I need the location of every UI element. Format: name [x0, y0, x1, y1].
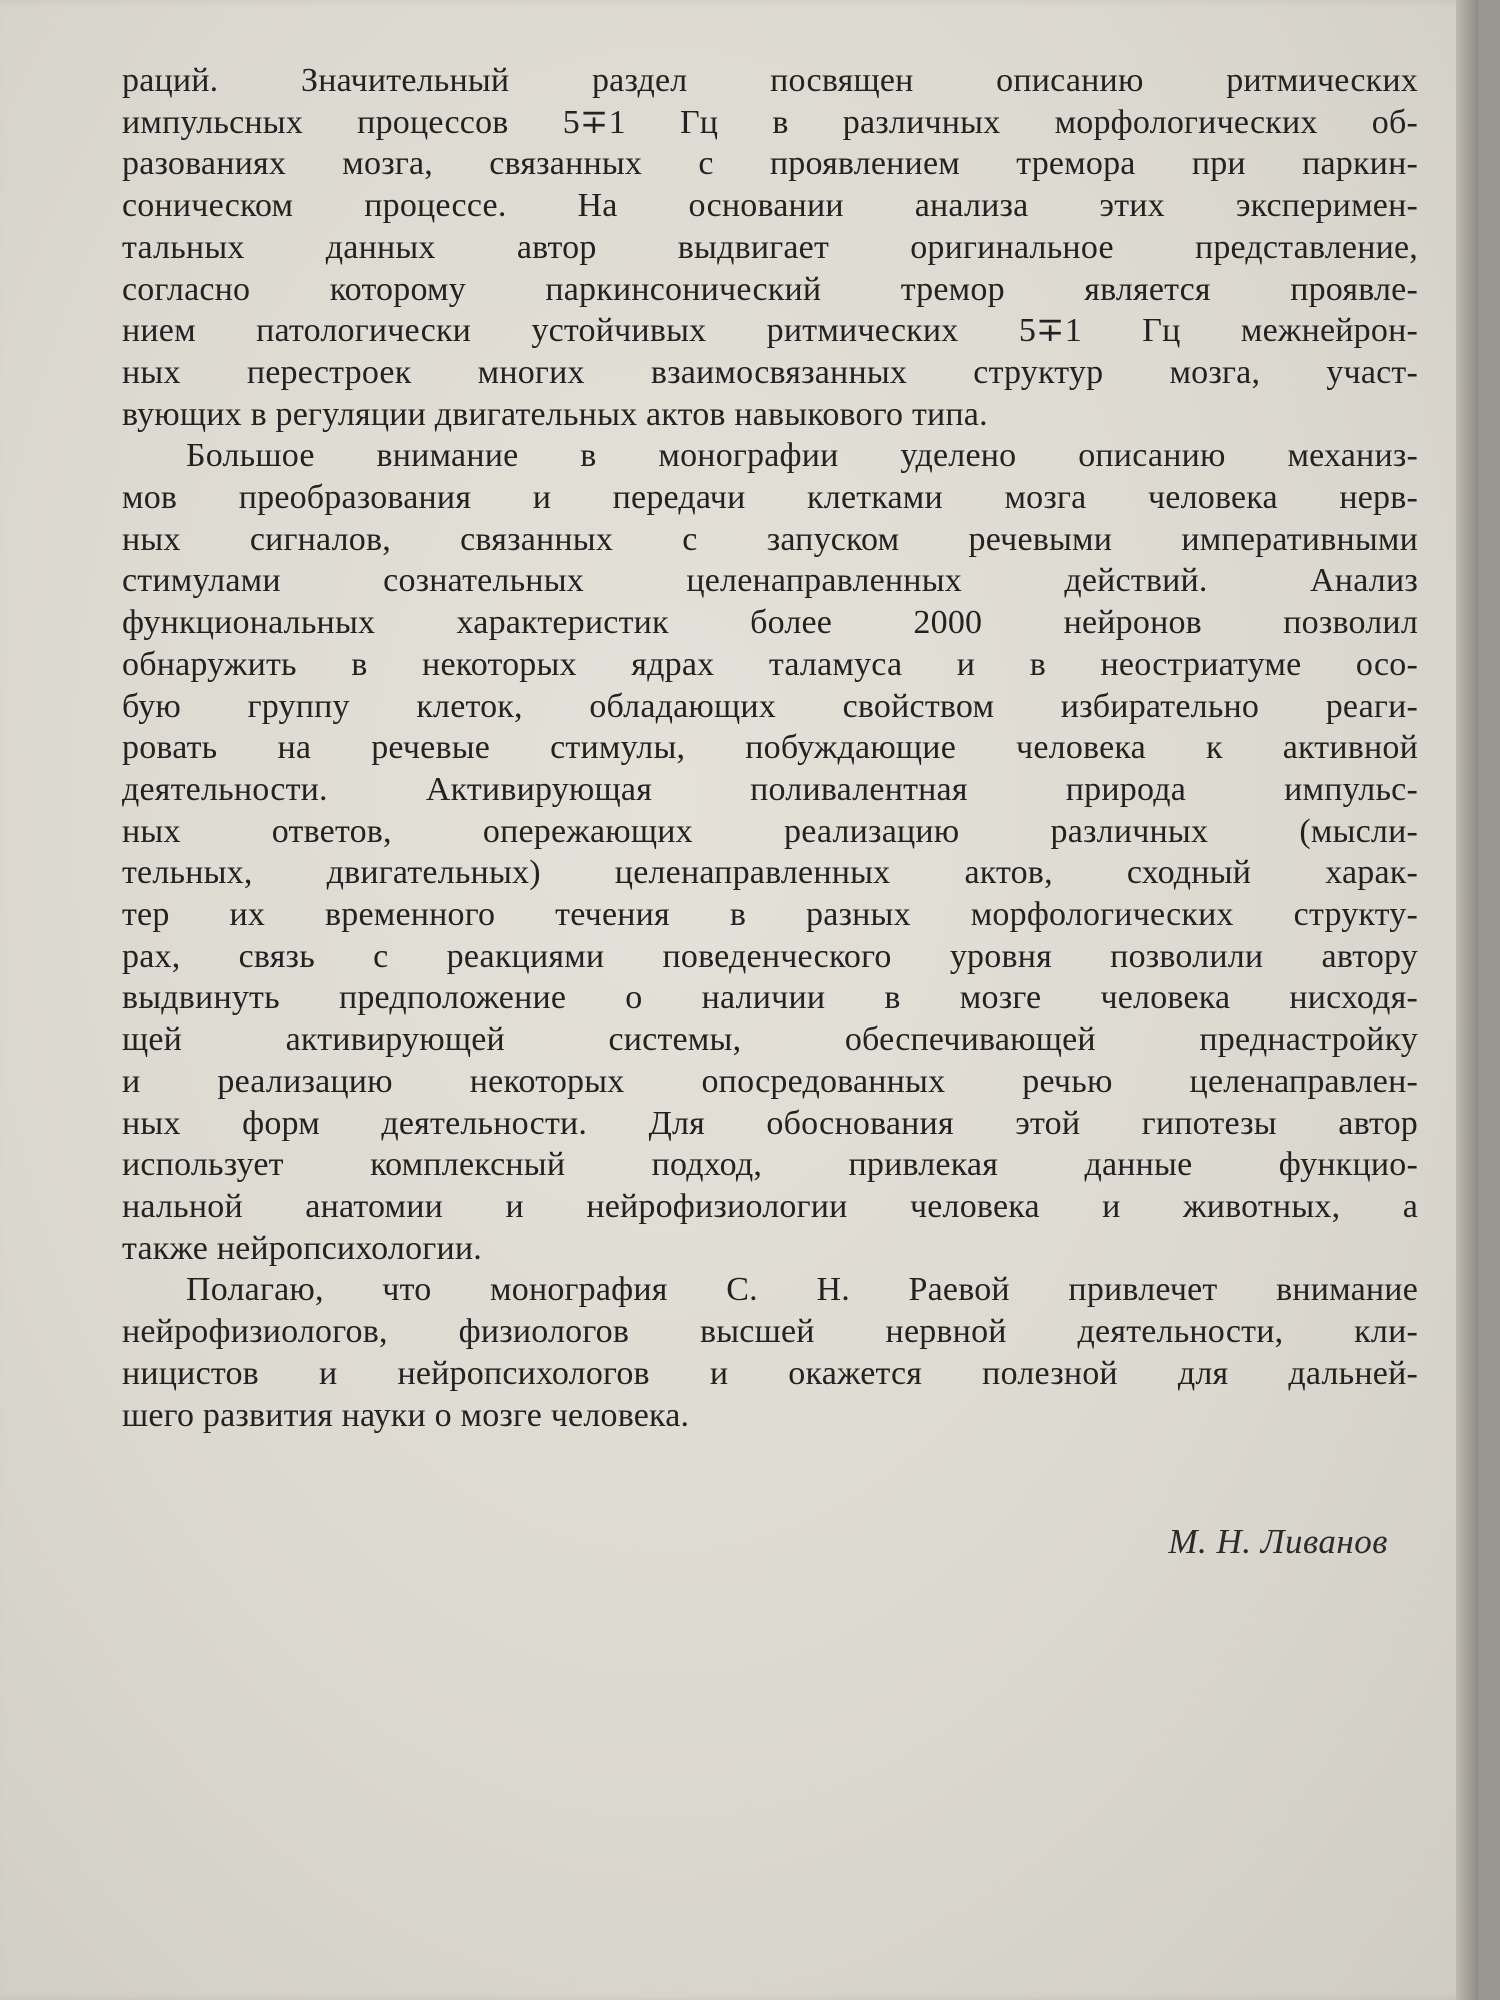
page-edge — [1456, 0, 1478, 2000]
text-line: деятельности. Активирующая поливалентная природа импульс- — [122, 770, 1418, 808]
text-line: щей активирующей системы, обеспечивающей преднастройку — [122, 1021, 1418, 1059]
text-line: использует комплексный подход, привлекая данные функцио- — [122, 1146, 1418, 1184]
text-line: Полагаю, что монография С. Н. Раевой привлечет внимание — [186, 1271, 1418, 1309]
text-line: раций. Значительный раздел посвящен описанию ритмических — [122, 62, 1418, 99]
paragraph-3 — [122, 1269, 1418, 1436]
text-line: бую группу клеток, обладающих свойством избирательно реаги- — [122, 687, 1418, 725]
text-line: мов преобразования и передачи клетками мозга человека нерв- — [122, 479, 1418, 517]
text-line: и реализацию некоторых опосредованных речью целенаправлен- — [122, 1062, 1418, 1100]
text-line: также нейропсихологии. — [122, 1229, 482, 1267]
text-line: Большое внимание в монографии уделено описанию механиз- — [186, 437, 1418, 475]
text-line: ных ответов, опережающих реализацию различных (мысли- — [122, 812, 1418, 850]
text-line: согласно которому паркинсонический тремор является проявле- — [122, 270, 1418, 308]
text-line: нием патологически устойчивых ритмических 5∓1 Гц межнейрон- — [122, 312, 1418, 350]
text-line: ницистов и нейропсихологов и окажется полезной для дальней- — [122, 1354, 1418, 1392]
text-line: ровать на речевые стимулы, побуждающие человека к активной — [122, 729, 1418, 767]
text-line: соническом процессе. На основании анализа этих эксперимен- — [122, 187, 1418, 225]
text-line: шего развития науки о мозге человека. — [122, 1396, 690, 1434]
text-line: вующих в регуляции двигательных актов навыкового типа. — [122, 395, 988, 433]
text-line: стимулами сознательных целенаправленных действий. Анализ — [122, 562, 1418, 600]
text-line: нейрофизиологов, физиологов высшей нервной деятельности, кли- — [122, 1313, 1418, 1351]
text-line: выдвинуть предположение о наличии в мозге человека нисходя- — [122, 979, 1418, 1017]
paragraph-2 — [122, 435, 1418, 1269]
text-line: импульсных процессов 5∓1 Гц в различных морфологических об- — [122, 103, 1418, 141]
paragraph-1 — [122, 60, 1418, 435]
text-line: ных сигналов, связанных с запуском речевыми императивными — [122, 520, 1418, 558]
text-line: обнаружить в некоторых ядрах таламуса и в неостриатуме осо- — [122, 645, 1418, 683]
text-line: разованиях мозга, связанных с проявлением тремора при паркин- — [122, 145, 1418, 183]
text-line: функциональных характеристик более 2000 нейронов позволил — [122, 604, 1418, 642]
text-line: нальной анатомии и нейрофизиологии человека и животных, а — [122, 1187, 1418, 1225]
author-signature: М. Н. Ливанов — [1168, 1522, 1388, 1561]
text-line: ных перестроек многих взаимосвязанных структур мозга, участ- — [122, 353, 1418, 391]
text-line: рах, связь с реакциями поведенческого уровня позволили автору — [122, 937, 1418, 975]
text-line: тер их временного течения в разных морфологических структу- — [122, 896, 1418, 934]
text-line: тельных, двигательных) целенаправленных актов, сходный харак- — [122, 854, 1418, 892]
text-line: ных форм деятельности. Для обоснования этой гипотезы автор — [122, 1104, 1418, 1142]
text-line: тальных данных автор выдвигает оригинальное представление, — [122, 228, 1418, 266]
body-text — [122, 60, 1418, 1436]
